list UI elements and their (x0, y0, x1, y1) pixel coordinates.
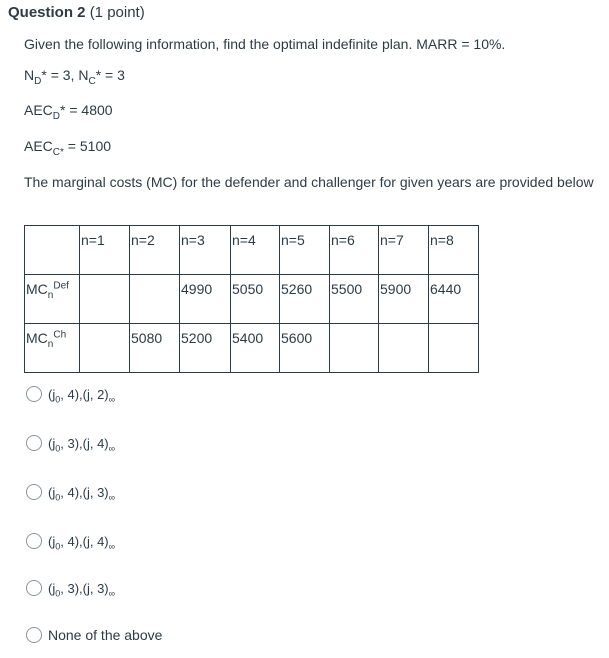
table-cell: 5050 (231, 275, 280, 324)
radio-button[interactable] (26, 533, 42, 549)
question-prompt: Given the following information, find the optimal indefinite plan. MARR = 10%. (24, 36, 506, 52)
table-header-cell: n=1 (80, 226, 130, 275)
table-cell (379, 324, 429, 373)
table-header-cell: n=5 (280, 226, 330, 275)
marginal-cost-table (24, 225, 479, 373)
table-cell: 5600 (280, 324, 330, 373)
table-header-row (25, 226, 479, 275)
answer-option-3[interactable] (26, 484, 116, 503)
answer-option-none[interactable] (26, 627, 162, 643)
answer-option-2[interactable] (26, 435, 116, 454)
radio-button[interactable] (26, 627, 42, 643)
option-label: ($j_0$, 4),(j, $2)_\infty$ (48, 386, 116, 405)
table-header-cell: n=6 (330, 226, 379, 275)
table-cell: 5900 (379, 275, 429, 324)
option-label: ($j_0$, 3),(j, $3)_\infty$ (48, 580, 116, 599)
table-row-defender (25, 275, 479, 324)
radio-button[interactable] (26, 386, 42, 402)
table-cell (130, 275, 180, 324)
table-cell: 5400 (231, 324, 280, 373)
table-header-cell (25, 226, 80, 275)
row-label-defender: $MC_n^{Def}$ (25, 275, 80, 324)
option-label: ($j_0$, 3),(j, $4)_\infty$ (48, 435, 116, 454)
given-n-values: $N_D* = 3$, $N_C* = 3$ (24, 67, 125, 87)
given-aec-challenger: $AEC_{C*} = 5100$ (24, 138, 112, 158)
answer-option-4[interactable] (26, 533, 116, 552)
table-cell: 5260 (280, 275, 330, 324)
table-cell (80, 275, 130, 324)
question-header (8, 4, 145, 21)
table-header-cell: n=2 (130, 226, 180, 275)
table-cell: 4990 (180, 275, 231, 324)
table-cell (80, 324, 130, 373)
table-cell: 5200 (180, 324, 231, 373)
option-label: ($j_0$, 4),(j, $3)_\infty$ (48, 484, 116, 503)
radio-button[interactable] (26, 435, 42, 451)
table-header-cell: n=7 (379, 226, 429, 275)
question-title: Question 2 (8, 4, 86, 21)
table-row-challenger (25, 324, 479, 373)
table-cell: 5500 (330, 275, 379, 324)
answer-option-5[interactable] (26, 580, 116, 599)
table-header-cell: n=8 (429, 226, 479, 275)
radio-button[interactable] (26, 580, 42, 596)
given-aec-defender: $AEC_D* = 4800$ (24, 102, 113, 122)
question-description: The marginal costs (MC) for the defender and challenger for given years are provided below (24, 174, 594, 190)
table-cell: 6440 (429, 275, 479, 324)
question-points: (1 point) (89, 4, 145, 21)
radio-button[interactable] (26, 484, 42, 500)
table-cell: 5080 (130, 324, 180, 373)
table-cell (330, 324, 379, 373)
table-header-cell: n=3 (180, 226, 231, 275)
row-label-challenger: $MC_n^{Ch}$ (25, 324, 80, 373)
table-cell (429, 324, 479, 373)
table-header-cell: n=4 (231, 226, 280, 275)
option-label: None of the above (48, 627, 163, 643)
answer-option-1[interactable] (26, 386, 116, 405)
option-label: ($j_0$, 4),(j, $4)_\infty$ (48, 533, 116, 552)
